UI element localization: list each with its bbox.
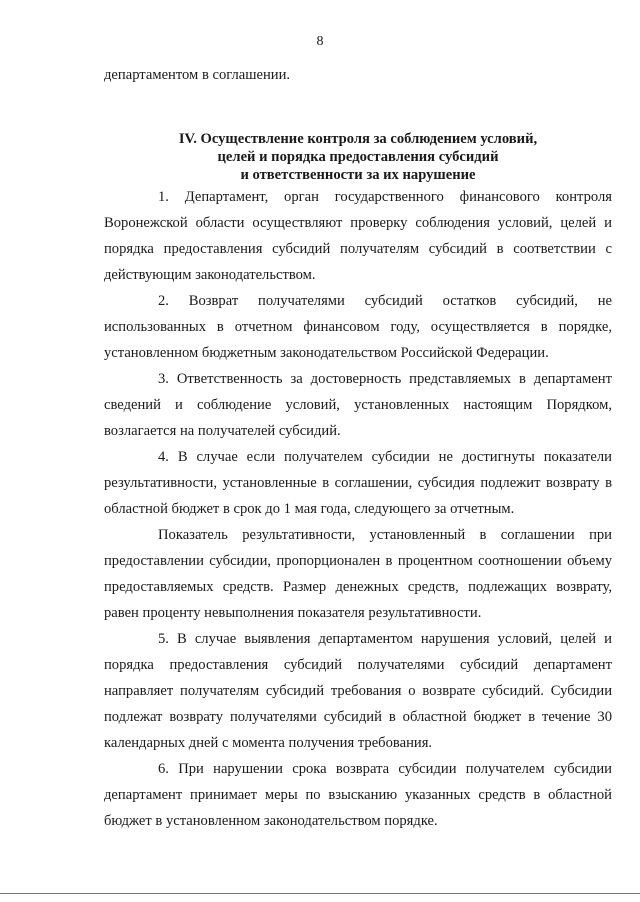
paragraph-4: 4. В случае если получателем субсидии не достигнуты показатели результативности, установленные в соглашении, субсидия подлежит возврату в областной бюджет в срок до 1 мая года, следующего за отчетным.: [104, 449, 612, 517]
paragraph-1: 1. Департамент, орган государственного финансового контроля Воронежской области осуществляют проверку соблюдения условий, целей и порядка предоставления субсидий получателям субсидий в соответствии с действующим законодательством.: [104, 189, 612, 283]
paragraph-4-continuation: Показатель результативности, установленный в соглашении при предоставлении субсидии, пропорционален в процентном соотношении объему предоставляемых средств. Размер денежных средств, подлежащих возврату, равен проценту невыполнения показателя результативности.: [104, 527, 612, 621]
section-heading-line-1: IV. Осуществление контроля за соблюдением условий,: [178, 131, 538, 147]
section-heading: [104, 130, 612, 184]
continuation-text: департаментом в соглашении.: [104, 67, 291, 83]
paragraph-3: 3. Ответственность за достоверность представляемых в департамент сведений и соблюдение условий, установленных настоящим Порядком, возлагается на получателей субсидий.: [104, 371, 612, 439]
paragraph-5: 5. В случае выявления департаментом нарушения условий, целей и порядка предоставления субсидий получателями субсидий департамент направляет получателям субсидий требования о возврате субсидий. Субсидии подлежат возврату получателями субсидий в областной бюджет в течение 30 календарных дней с момента получения требования.: [104, 631, 612, 751]
page-number: 8: [316, 34, 324, 49]
section-heading-line-2: целей и порядка предоставления субсидий: [217, 149, 499, 165]
paragraph-2: 2. Возврат получателями субсидий остатков субсидий, не использованных в отчетном финансовом году, осуществляется в порядке, установленном бюджетным законодательством Российской Федерации.: [104, 293, 612, 361]
section-heading-line-3: и ответственности за их нарушение: [240, 167, 476, 183]
paragraph-6: 6. При нарушении срока возврата субсидии получателем субсидии департамент принимает меры по взысканию указанных средств в областной бюджет в установленном законодательством порядке.: [104, 761, 612, 829]
document-body: [104, 62, 612, 834]
page-bottom-edge: [0, 893, 640, 894]
